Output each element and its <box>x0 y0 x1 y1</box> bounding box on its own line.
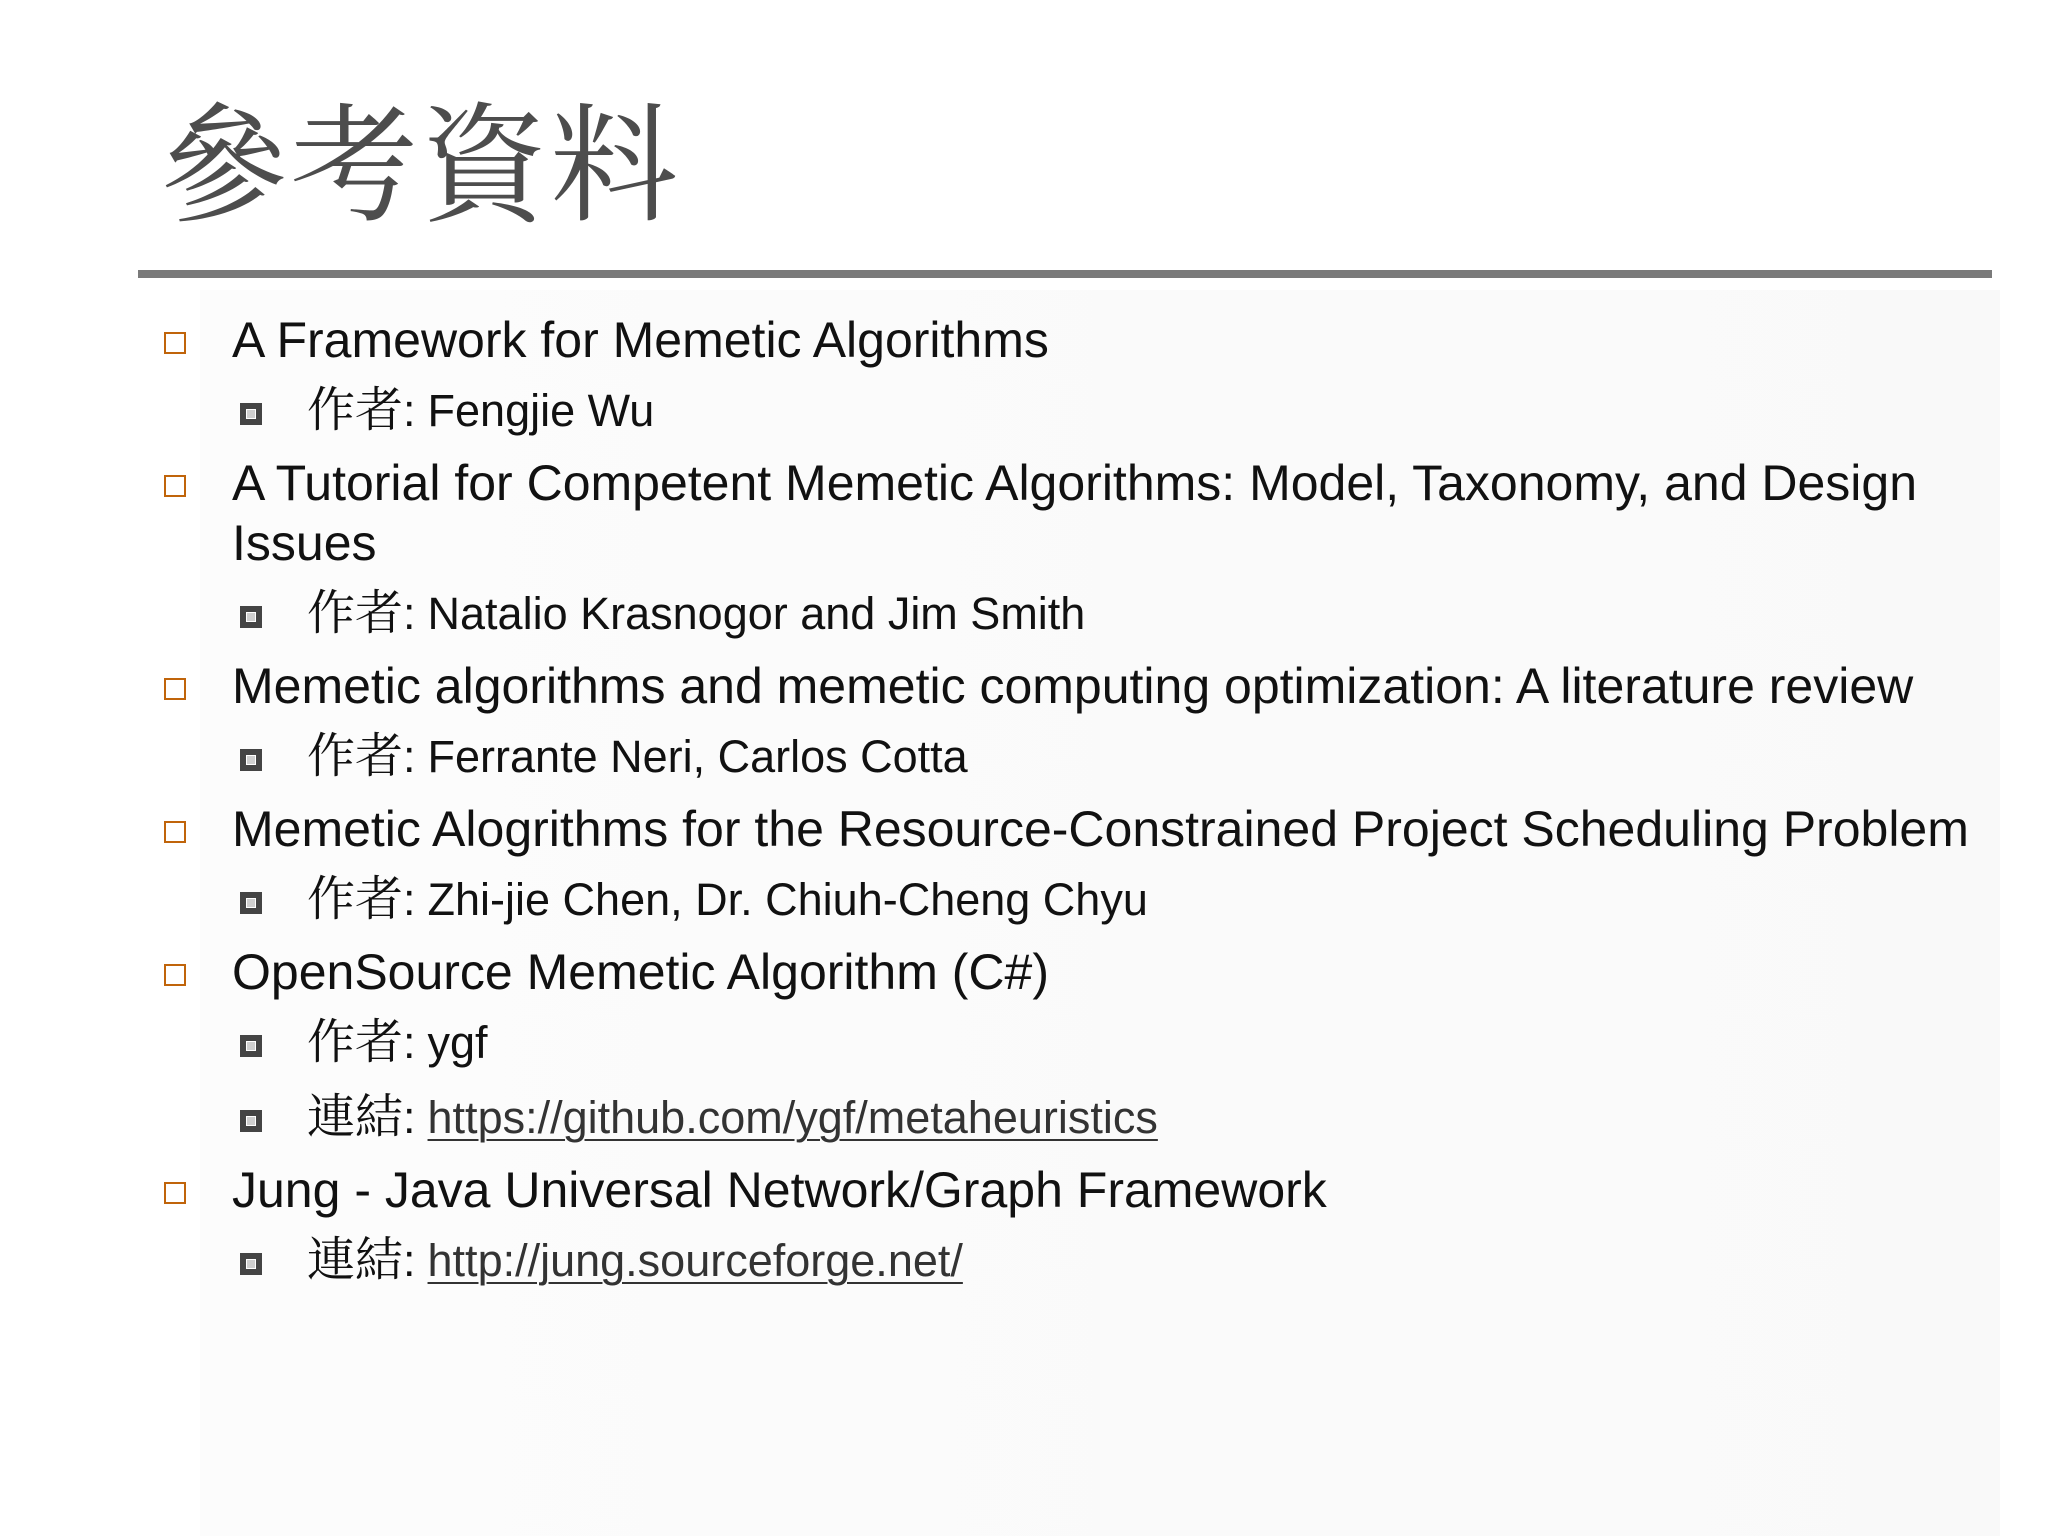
reference-title: Memetic algorithms and memetic computing optimization: A literature review <box>232 658 1914 714</box>
detail-value: Zhi-jie Chen, Dr. Chiuh-Cheng Chyu <box>427 874 1148 925</box>
hollow-square-bullet-icon <box>164 964 186 986</box>
detail-colon: : <box>403 1017 416 1068</box>
reference-item <box>160 656 2000 791</box>
reference-detail <box>232 1008 2000 1077</box>
detail-colon: : <box>403 385 416 436</box>
filled-square-bullet-icon <box>240 1110 262 1132</box>
reference-title: OpenSource Memetic Algorithm (C#) <box>232 944 1049 1000</box>
reference-detail <box>232 722 2000 791</box>
detail-colon: : <box>403 1235 416 1286</box>
reference-title: A Tutorial for Competent Memetic Algorithms: Model, Taxonomy, and Design Issues <box>232 455 1918 571</box>
detail-label: 作者 <box>307 728 404 784</box>
filled-square-bullet-icon <box>240 403 262 425</box>
hollow-square-bullet-icon <box>164 821 186 843</box>
detail-value: ygf <box>427 1017 488 1068</box>
detail-label: 連結 <box>307 1089 404 1145</box>
detail-colon: : <box>403 1092 416 1143</box>
hollow-square-bullet-icon <box>164 678 186 700</box>
detail-colon: : <box>403 731 416 782</box>
detail-label: 作者 <box>307 382 404 438</box>
filled-square-bullet-icon <box>240 749 262 771</box>
reference-item <box>160 942 2000 1152</box>
hollow-square-bullet-icon <box>164 1182 186 1204</box>
detail-colon: : <box>403 588 416 639</box>
title-divider <box>138 270 1992 278</box>
detail-colon: : <box>403 874 416 925</box>
reference-title: Memetic Alogrithms for the Resource-Constrained Project Scheduling Problem <box>232 801 1969 857</box>
slide-title: 參考資料 <box>160 92 681 241</box>
detail-label: 作者 <box>307 871 404 927</box>
reference-item <box>160 799 2000 934</box>
filled-square-bullet-icon <box>240 606 262 628</box>
detail-value: Fengjie Wu <box>427 385 655 436</box>
reference-item <box>160 453 2000 648</box>
reference-detail <box>232 865 2000 934</box>
detail-label: 作者 <box>307 1014 404 1070</box>
detail-label: 連結 <box>307 1232 404 1288</box>
reference-detail <box>232 579 2000 648</box>
filled-square-bullet-icon <box>240 1035 262 1057</box>
reference-title: A Framework for Memetic Algorithms <box>232 312 1049 368</box>
detail-value: Ferrante Neri, Carlos Cotta <box>427 731 968 782</box>
reference-item <box>160 310 2000 445</box>
reference-detail <box>232 376 2000 445</box>
hollow-square-bullet-icon <box>164 475 186 497</box>
reference-list <box>160 310 2000 1303</box>
reference-detail <box>232 1226 2000 1295</box>
github-link[interactable]: https://github.com/ygf/metaheuristics <box>427 1092 1158 1143</box>
reference-item <box>160 1160 2000 1295</box>
hollow-square-bullet-icon <box>164 332 186 354</box>
detail-value: Natalio Krasnogor and Jim Smith <box>427 588 1086 639</box>
reference-detail <box>232 1083 2000 1152</box>
filled-square-bullet-icon <box>240 1253 262 1275</box>
filled-square-bullet-icon <box>240 892 262 914</box>
reference-title: Jung - Java Universal Network/Graph Framework <box>232 1162 1327 1218</box>
detail-label: 作者 <box>307 585 404 641</box>
sourceforge-link[interactable]: http://jung.sourceforge.net/ <box>427 1235 963 1286</box>
